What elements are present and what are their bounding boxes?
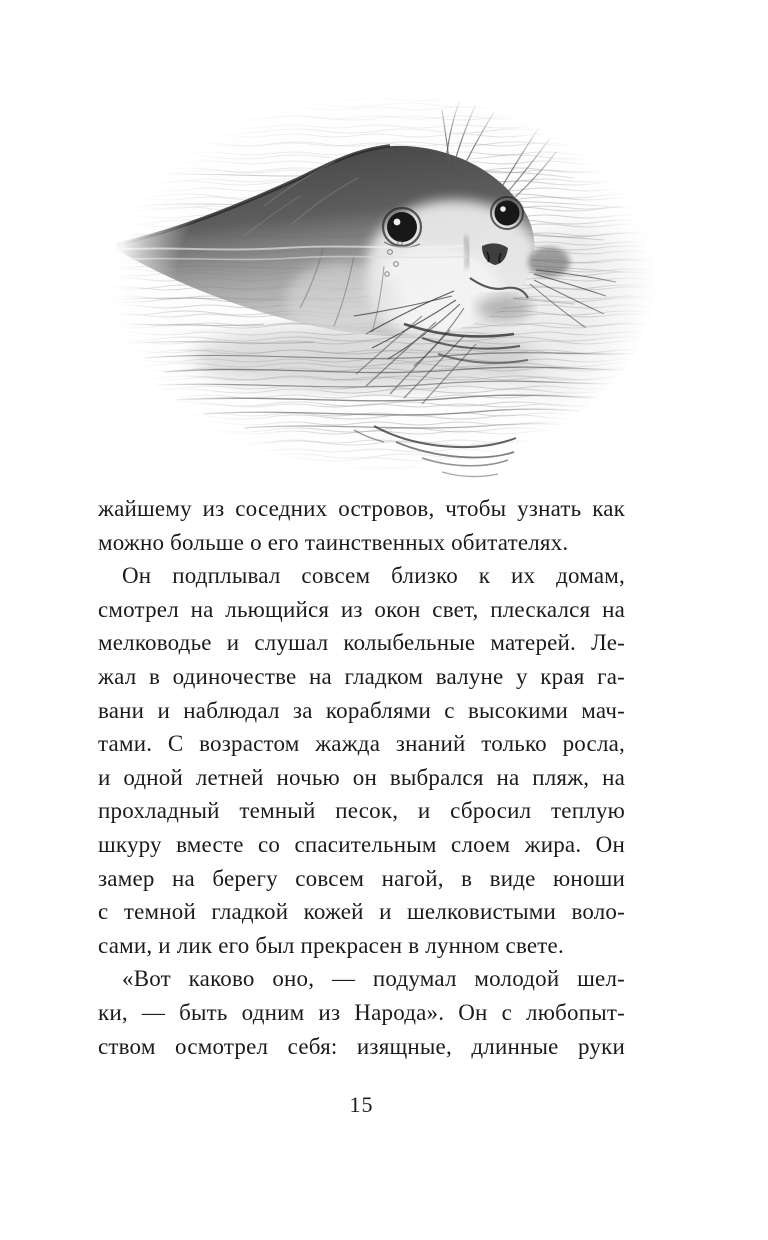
text-line: и одной летней ночью он выбрался на пляж, на (98, 764, 625, 790)
page-number: 15 (349, 1092, 374, 1117)
seal-illustration (104, 86, 664, 486)
text-line: сами, и лик его был прекрасен в лунном свете. (98, 932, 564, 958)
text-line: тами. С возрастом жажда знаний только росла, (98, 731, 625, 757)
text-line: смотрел на льющийся из окон свет, плескался на (98, 596, 625, 622)
text-line: жал в одиночестве на гладком валуне у края га- (98, 663, 625, 689)
text-line: мелководье и слушал колыбельные матерей. Ле- (98, 630, 625, 656)
seal-illustration-svg (104, 86, 664, 486)
text-line: вани и наблюдал за кораблями с высокими мач- (98, 697, 625, 723)
text-line: замер на берегу совсем нагой, в виде юноши (98, 865, 625, 891)
text-line: Он подплывал совсем близко к их домам, (122, 563, 625, 589)
text-line: можно больше о его таинственных обитателях. (98, 529, 569, 555)
text-line: ством осмотрел себя: изящные, длинные руки (98, 1033, 625, 1059)
text-line: «Вот каково оно, — подумал молодой шел- (122, 966, 625, 992)
text-line: жайшему из соседних островов, чтобы узнать как (98, 496, 625, 521)
text-line: шкуру вместе со спасительным слоем жира. Он (98, 831, 625, 857)
text-block (98, 492, 625, 1063)
text-line: ки, — быть одним из Народа». Он с любопыт- (98, 999, 625, 1025)
text-line: с темной гладкой кожей и шелковистыми воло- (98, 899, 625, 925)
text-line: прохладный темный песок, и сбросил теплую (98, 798, 625, 824)
vignette-fade (104, 86, 664, 486)
